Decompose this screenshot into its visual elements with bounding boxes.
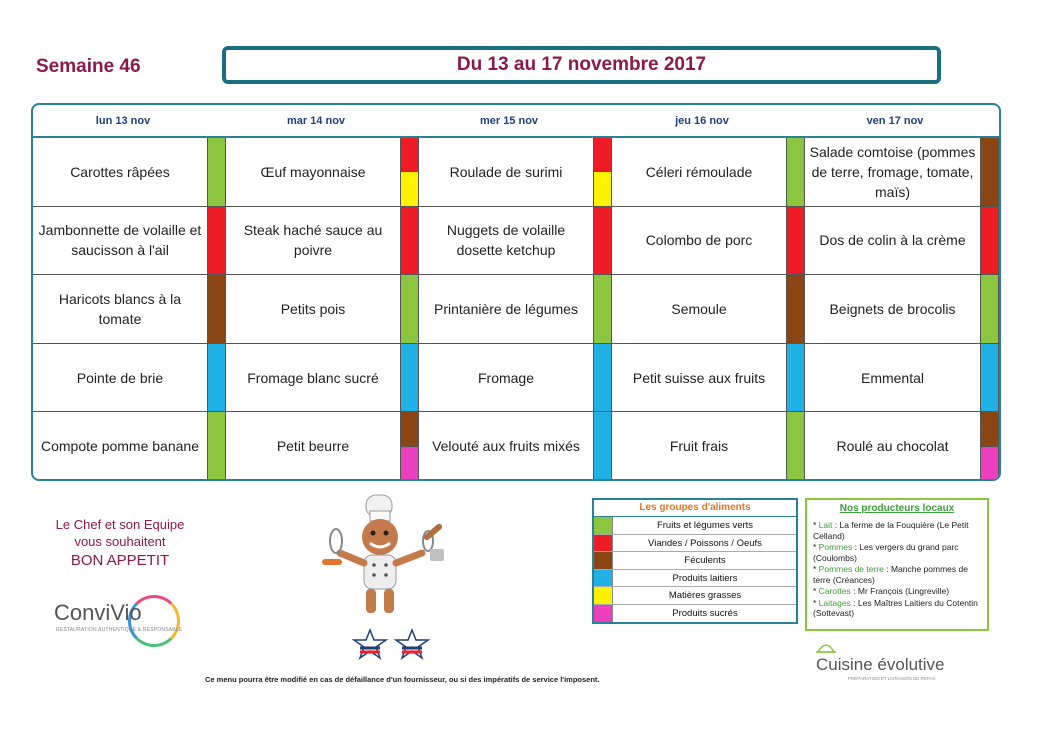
porc-francais-icon: [354, 630, 386, 658]
menu-cell: Œuf mayonnaise: [226, 138, 401, 207]
food-group-marker: [787, 412, 805, 481]
food-group-marker: [594, 172, 612, 206]
convivio-logo: [48, 595, 188, 655]
producer-product: Laitages: [818, 597, 851, 608]
day-header-wednesday: mer 15 nov: [479, 115, 539, 127]
day-header-monday: lun 13 nov: [95, 115, 151, 127]
food-group-marker: [401, 138, 419, 172]
disclaimer-text: Ce menu pourra être modifié en cas de défaillance d'un fournisseur, ou si des impératifs de service l'imposent.: [205, 675, 600, 684]
menu-cell: Céleri rémoulade: [612, 138, 787, 207]
legend-row: [594, 535, 796, 553]
legend-label: Produits laitiers: [672, 572, 738, 584]
cuisine-tagline: PRÉPARATION ET LIVRAISON DE REPAS: [848, 676, 936, 681]
menu-cell: Dos de colin à la crème: [805, 207, 981, 276]
food-group-marker: [594, 138, 612, 172]
food-group-marker: [208, 275, 226, 344]
day-header-friday: ven 17 nov: [866, 115, 924, 127]
menu-cell: Roulé au chocolat: [805, 412, 981, 481]
chef-message: [40, 516, 200, 569]
food-group-marker: [401, 207, 419, 276]
date-range-title: Du 13 au 17 novembre 2017: [222, 46, 941, 84]
food-group-marker: [981, 447, 999, 481]
menu-cell: Salade comtoise (pommes de terre, fromage, tomate, maïs): [805, 138, 981, 207]
legend-row: [594, 552, 796, 570]
producer-item: * Carottes : Mr François (Lingreville): [813, 586, 950, 596]
quality-labels-icon: [350, 628, 440, 668]
food-group-marker: [981, 207, 999, 276]
menu-cell: Emmental: [805, 344, 981, 413]
menu-cell: Pointe de brie: [33, 344, 208, 413]
day-header-tuesday: mar 14 nov: [286, 115, 346, 127]
chef-line-2: vous souhaitent: [74, 534, 166, 549]
producer-name: : Les Maîtres Laitiers du Cotentin (Sottevast): [813, 597, 978, 618]
legend-row: [594, 570, 796, 588]
producer-item: * Pommes : Les vergers du grand parc (Coulombs): [813, 542, 959, 563]
food-group-marker: [401, 447, 419, 481]
food-group-marker: [208, 412, 226, 481]
cuisine-evolutive-logo: [812, 638, 962, 684]
producer-name: : La ferme de la Fouquière (Le Petit Celland): [813, 520, 969, 541]
food-group-marker: [594, 207, 612, 276]
food-group-marker: [787, 138, 805, 207]
menu-cell: Printanière de légumes: [419, 275, 594, 344]
legend-swatch: [594, 605, 613, 623]
menu-cell: Steak haché sauce au poivre: [226, 207, 401, 276]
legend-row: [594, 587, 796, 605]
chef-line-1: Le Chef et son Equipe: [55, 517, 185, 532]
day-header-thursday: jeu 16 nov: [675, 115, 729, 127]
food-group-marker: [401, 412, 419, 446]
producer-item: * Laitages : Les Maîtres Laitiers du Cotentin (Sottevast): [813, 597, 978, 618]
producer-product: Pommes: [818, 542, 853, 552]
food-group-marker: [208, 138, 226, 207]
food-group-marker: [594, 412, 612, 481]
legend-label: Produits sucrés: [672, 607, 738, 619]
producer-name: : Manche pommes de terre (Créances): [813, 564, 968, 585]
food-group-marker: [981, 275, 999, 344]
menu-cell: Fromage blanc sucré: [226, 344, 401, 413]
producer-item: * Lait : La ferme de la Fouquière (Le Petit Celland): [813, 520, 969, 541]
producer-item: * Pommes de terre : Manche pommes de terre (Créances): [813, 564, 968, 585]
legend-swatch: [594, 587, 613, 604]
bon-appetit: BON APPETIT: [70, 552, 170, 569]
producer-name: : Mr François (Lingreville): [850, 586, 950, 596]
producer-product: Pommes de terre: [818, 564, 884, 574]
food-group-marker: [208, 207, 226, 276]
food-group-marker: [208, 344, 226, 413]
menu-cell: Petit beurre: [226, 412, 401, 481]
menu-cell: Semoule: [612, 275, 787, 344]
food-group-marker: [981, 412, 999, 446]
food-group-marker: [401, 275, 419, 344]
weekly-menu-table: [31, 103, 1001, 481]
menu-cell: Nuggets de volaille dosette ketchup: [419, 207, 594, 276]
food-groups-legend: [592, 498, 798, 624]
menu-cell: Jambonnette de volaille et saucisson à l'ail: [33, 207, 208, 276]
food-group-marker: [787, 207, 805, 276]
producer-product: Lait: [818, 520, 833, 530]
cuisine-name: Cuisine évolutive: [816, 655, 945, 674]
chef-mascot-icon: [318, 493, 458, 623]
food-group-marker: [787, 275, 805, 344]
legend-label: Viandes / Poissons / Oeufs: [648, 537, 762, 549]
day-header-row: [33, 105, 999, 138]
producer-product: Carottes: [818, 586, 851, 596]
volaille-francaise-icon: [396, 630, 428, 658]
menu-cell: Colombo de porc: [612, 207, 787, 276]
menu-cell: Petits pois: [226, 275, 401, 344]
legend-label: Féculents: [684, 555, 726, 566]
food-group-marker: [594, 275, 612, 344]
menu-cell: Roulade de surimi: [419, 138, 594, 207]
legend-swatch: [594, 552, 613, 569]
legend-label: Matières grasses: [668, 590, 742, 601]
menu-cell: Beignets de brocolis: [805, 275, 981, 344]
convivio-name: ConviVio: [54, 600, 142, 625]
local-producers-box: [805, 498, 989, 631]
producer-name: : Les vergers du grand parc (Coulombs): [813, 542, 959, 563]
legend-swatch: [594, 517, 613, 534]
legend-row: [594, 605, 796, 623]
food-group-marker: [787, 344, 805, 413]
food-group-marker: [981, 138, 999, 207]
menu-cell: Haricots blancs à la tomate: [33, 275, 208, 344]
menu-cell: Carottes râpées: [33, 138, 208, 207]
menu-cell: Fruit frais: [612, 412, 787, 481]
menu-cell: Compote pomme banane: [33, 412, 208, 481]
food-group-marker: [594, 344, 612, 413]
food-group-marker: [981, 344, 999, 413]
menu-grid: [33, 138, 999, 481]
legend-title: Les groupes d'aliments: [594, 500, 796, 517]
legend-row: [594, 517, 796, 535]
cloche-icon: [816, 638, 836, 654]
producers-title: Nos producteurs locaux: [839, 503, 955, 514]
convivio-tagline: RESTAURATION AUTHENTIQUE & RESPONSABLE: [56, 627, 183, 633]
legend-swatch: [594, 535, 613, 552]
menu-cell: Petit suisse aux fruits: [612, 344, 787, 413]
food-group-marker: [401, 172, 419, 206]
week-label: Semaine 46: [36, 56, 141, 77]
menu-cell: Velouté aux fruits mixés: [419, 412, 594, 481]
menu-cell: Fromage: [419, 344, 594, 413]
legend-swatch: [594, 570, 613, 587]
legend-label: Fruits et légumes verts: [656, 520, 754, 531]
food-group-marker: [401, 344, 419, 413]
